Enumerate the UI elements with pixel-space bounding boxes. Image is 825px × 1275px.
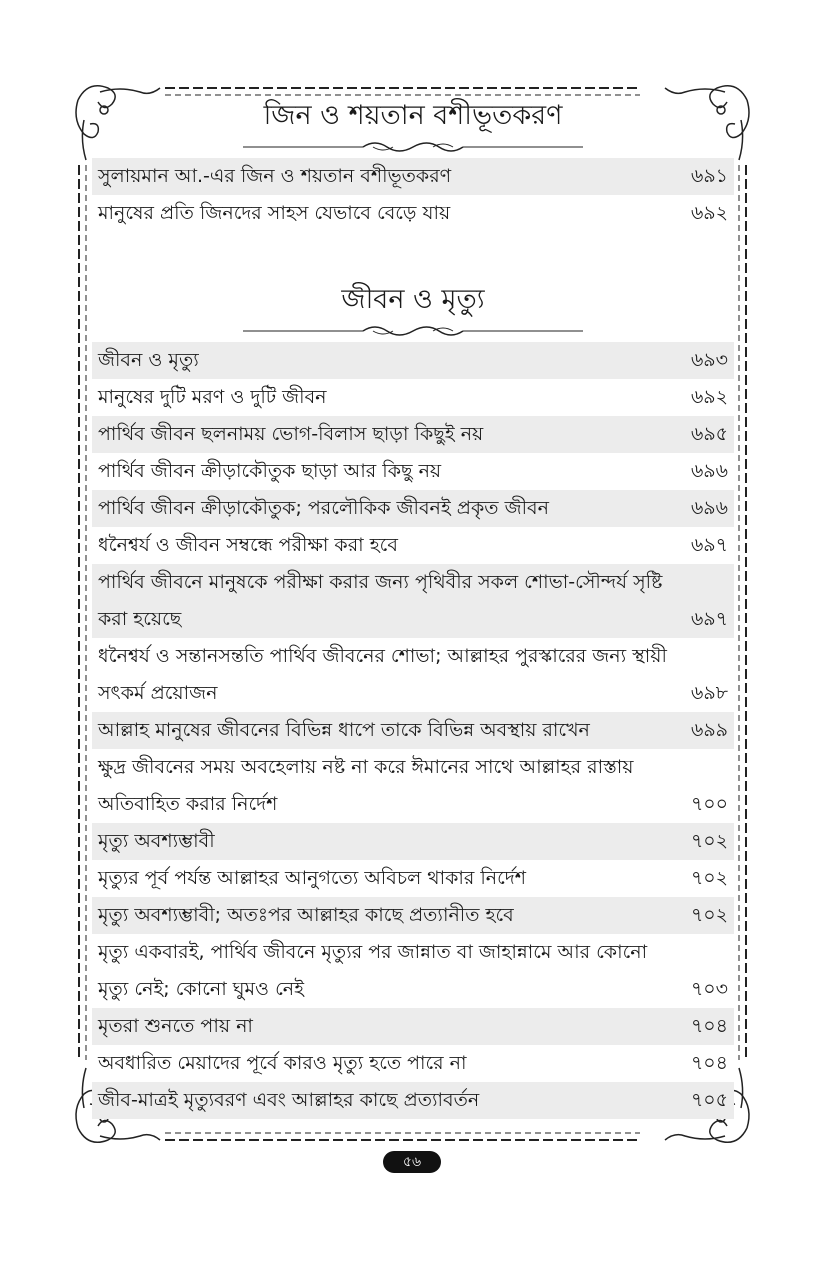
toc-entry-page: ৬৯২ <box>690 386 728 408</box>
toc-entry-title: মৃত্যু অবশ্যম্ভাবী; অতঃপর আল্লাহর কাছে প্রত্যানীত হবে <box>98 904 514 926</box>
toc-entry-title: পার্থিব জীবন ক্রীড়াকৌতুক ছাড়া আর কিছু নয় <box>98 460 442 482</box>
title-divider-ornament <box>92 136 734 158</box>
toc-entry-page: ৬৯৬ <box>690 460 728 482</box>
toc-entry-page: ৭০৪ <box>690 1052 728 1074</box>
toc-entry-title: ধনৈশ্বর্য ও সন্তানসন্ততি পার্থিব জীবনের শোভা; আল্লাহর পুরস্কারের জন্য স্থায়ী সৎকর্ম প্রয়োজন <box>98 645 667 704</box>
toc-entry-page: ৬৯১ <box>690 165 728 187</box>
toc-entry-page: ৭০৫ <box>690 1089 728 1111</box>
section-title: জীবন ও মৃত্যু <box>341 284 485 315</box>
toc-entry[interactable] <box>92 158 734 195</box>
toc-entry-page: ৬৯৭ <box>690 608 728 630</box>
toc-entry-title: পার্থিব জীবন ছলনাময় ভোগ-বিলাস ছাড়া কিছুই নয় <box>98 423 484 445</box>
toc-entry-title: মৃত্যু একবারই, পার্থিব জীবনে মৃত্যুর পর জান্নাত বা জাহান্নামে আর কোনো মৃত্যু নেই; কোনো ঘুমও নেই <box>98 941 648 1000</box>
toc-entry-title: ধনৈশ্বর্য ও জীবন সম্বন্ধে পরীক্ষা করা হবে <box>98 534 398 556</box>
toc-entry-page: ৬৯৫ <box>690 423 728 445</box>
toc-entry-page: ৬৯২ <box>690 202 728 224</box>
toc-entry[interactable] <box>92 527 734 564</box>
page-number-badge: ৫৬ <box>383 1151 441 1173</box>
toc-entry[interactable] <box>92 453 734 490</box>
toc-entry-page: ৭০২ <box>690 904 728 926</box>
toc-entry-title: সুলায়মান আ.-এর জিন ও শয়তান বশীভূতকরণ <box>98 165 452 187</box>
toc-entry[interactable] <box>92 1082 734 1119</box>
toc-entry-page: ৬৯৬ <box>690 497 728 519</box>
toc-entry-page: ৬৯৩ <box>690 349 728 371</box>
toc-entry-page: ৬৯৭ <box>690 534 728 556</box>
toc-entry-title: মানুষের প্রতি জিনদের সাহস যেভাবে বেড়ে যায় <box>98 202 451 224</box>
table-of-contents <box>92 96 734 1119</box>
toc-entry-page: ৭০২ <box>690 867 728 889</box>
toc-entry[interactable] <box>92 416 734 453</box>
toc-entry-page: ৭০৩ <box>690 978 728 1000</box>
toc-entry-title: মৃতরা শুনতে পায় না <box>98 1015 253 1037</box>
toc-entry[interactable] <box>92 490 734 527</box>
toc-entry[interactable] <box>92 564 734 638</box>
toc-entry[interactable] <box>92 195 734 232</box>
toc-entry-page: ৭০২ <box>690 830 728 852</box>
toc-entry[interactable] <box>92 379 734 416</box>
section-title: জিন ও শয়তান বশীভূতকরণ <box>263 100 563 131</box>
toc-entry[interactable] <box>92 1008 734 1045</box>
toc-entry[interactable] <box>92 1045 734 1082</box>
toc-entry-title: জীবন ও মৃত্যু <box>98 349 199 371</box>
toc-entry-page: ৭০০ <box>690 793 728 815</box>
toc-entry[interactable] <box>92 860 734 897</box>
toc-entry-title: মৃত্যু অবশ্যম্ভাবী <box>98 830 215 852</box>
toc-entry-title: মৃত্যুর পূর্ব পর্যন্ত আল্লাহর আনুগত্যে অবিচল থাকার নির্দেশ <box>98 867 527 889</box>
toc-entry-page: ৭০৪ <box>690 1015 728 1037</box>
toc-entry-title: মানুষের দুটি মরণ ও দুটি জীবন <box>98 386 327 408</box>
toc-entry[interactable] <box>92 342 734 379</box>
toc-entry[interactable] <box>92 749 734 823</box>
title-divider-ornament <box>92 320 734 342</box>
toc-entry-page: ৬৯৮ <box>690 682 728 704</box>
toc-entry-title: অবধারিত মেয়াদের পূর্বে কারও মৃত্যু হতে পারে না <box>98 1052 467 1074</box>
toc-entry-title: ক্ষুদ্র জীবনের সময় অবহেলায় নষ্ট না করে ঈমানের সাথে আল্লাহর রাস্তায় অতিবাহিত করার নির্দেশ <box>98 756 634 815</box>
toc-entry-title: পার্থিব জীবন ক্রীড়াকৌতুক; পরলৌকিক জীবনই প্রকৃত জীবন <box>98 497 549 519</box>
toc-entry[interactable] <box>92 934 734 1008</box>
toc-entry[interactable] <box>92 897 734 934</box>
toc-entry-title: আল্লাহ মানুষের জীবনের বিভিন্ন ধাপে তাকে বিভিন্ন অবস্থায় রাখেন <box>98 719 590 741</box>
toc-entry-title: জীব-মাত্রই মৃত্যুবরণ এবং আল্লাহর কাছে প্রত্যাবর্তন <box>98 1089 480 1111</box>
toc-entry[interactable] <box>92 712 734 749</box>
toc-entry[interactable] <box>92 823 734 860</box>
toc-entry-page: ৬৯৯ <box>690 719 728 741</box>
toc-entry[interactable] <box>92 638 734 712</box>
toc-entry-title: পার্থিব জীবনে মানুষকে পরীক্ষা করার জন্য পৃথিবীর সকল শোভা-সৌন্দর্য সৃষ্টি করা হয়েছে <box>98 571 663 630</box>
